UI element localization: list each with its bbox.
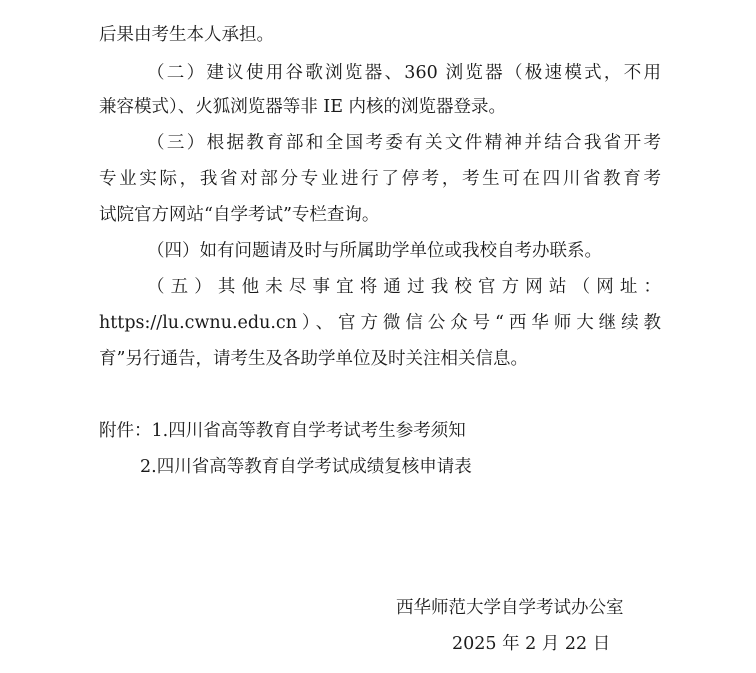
attachment-item-2: 2.四川省高等教育自学考试成绩复核申请表 xyxy=(140,457,472,477)
signature-organization: 西华师范大学自学考试办公室 xyxy=(396,598,624,618)
body-line-9: https://lu.cwnu.edu.cn）、官方微信公众号“西华师大继续教 xyxy=(99,313,661,333)
body-line-1: 后果由考生本人承担。 xyxy=(99,25,274,45)
body-line-2: （二）建议使用谷歌浏览器、360 浏览器（极速模式，不用 xyxy=(147,63,661,83)
body-line-5: 专业实际，我省对部分专业进行了停考，考生可在四川省教育考 xyxy=(99,169,661,189)
body-line-6: 试院官方网站“自学考试”专栏查询。 xyxy=(99,205,380,225)
body-line-7: （四）如有问题请及时与所属助学单位或我校自考办联系。 xyxy=(147,241,602,261)
body-line-4: （三）根据教育部和全国考委有关文件精神并结合我省开考 xyxy=(147,133,661,153)
attachment-line-1 xyxy=(99,419,466,443)
attachment-item-1: 1.四川省高等教育自学考试考生参考须知 xyxy=(151,421,466,441)
attachment-label: 附件： xyxy=(99,421,152,441)
body-line-8: （五）其他未尽事宜将通过我校官方网站（网址： xyxy=(147,277,661,297)
body-line-10: 育”另行通告，请考生及各助学单位及时关注相关信息。 xyxy=(99,349,528,369)
body-line-3: 兼容模式）、火狐浏览器等非 IE 内核的浏览器登录。 xyxy=(99,97,507,117)
signature-date: 2025 年 2 月 22 日 xyxy=(452,634,611,654)
